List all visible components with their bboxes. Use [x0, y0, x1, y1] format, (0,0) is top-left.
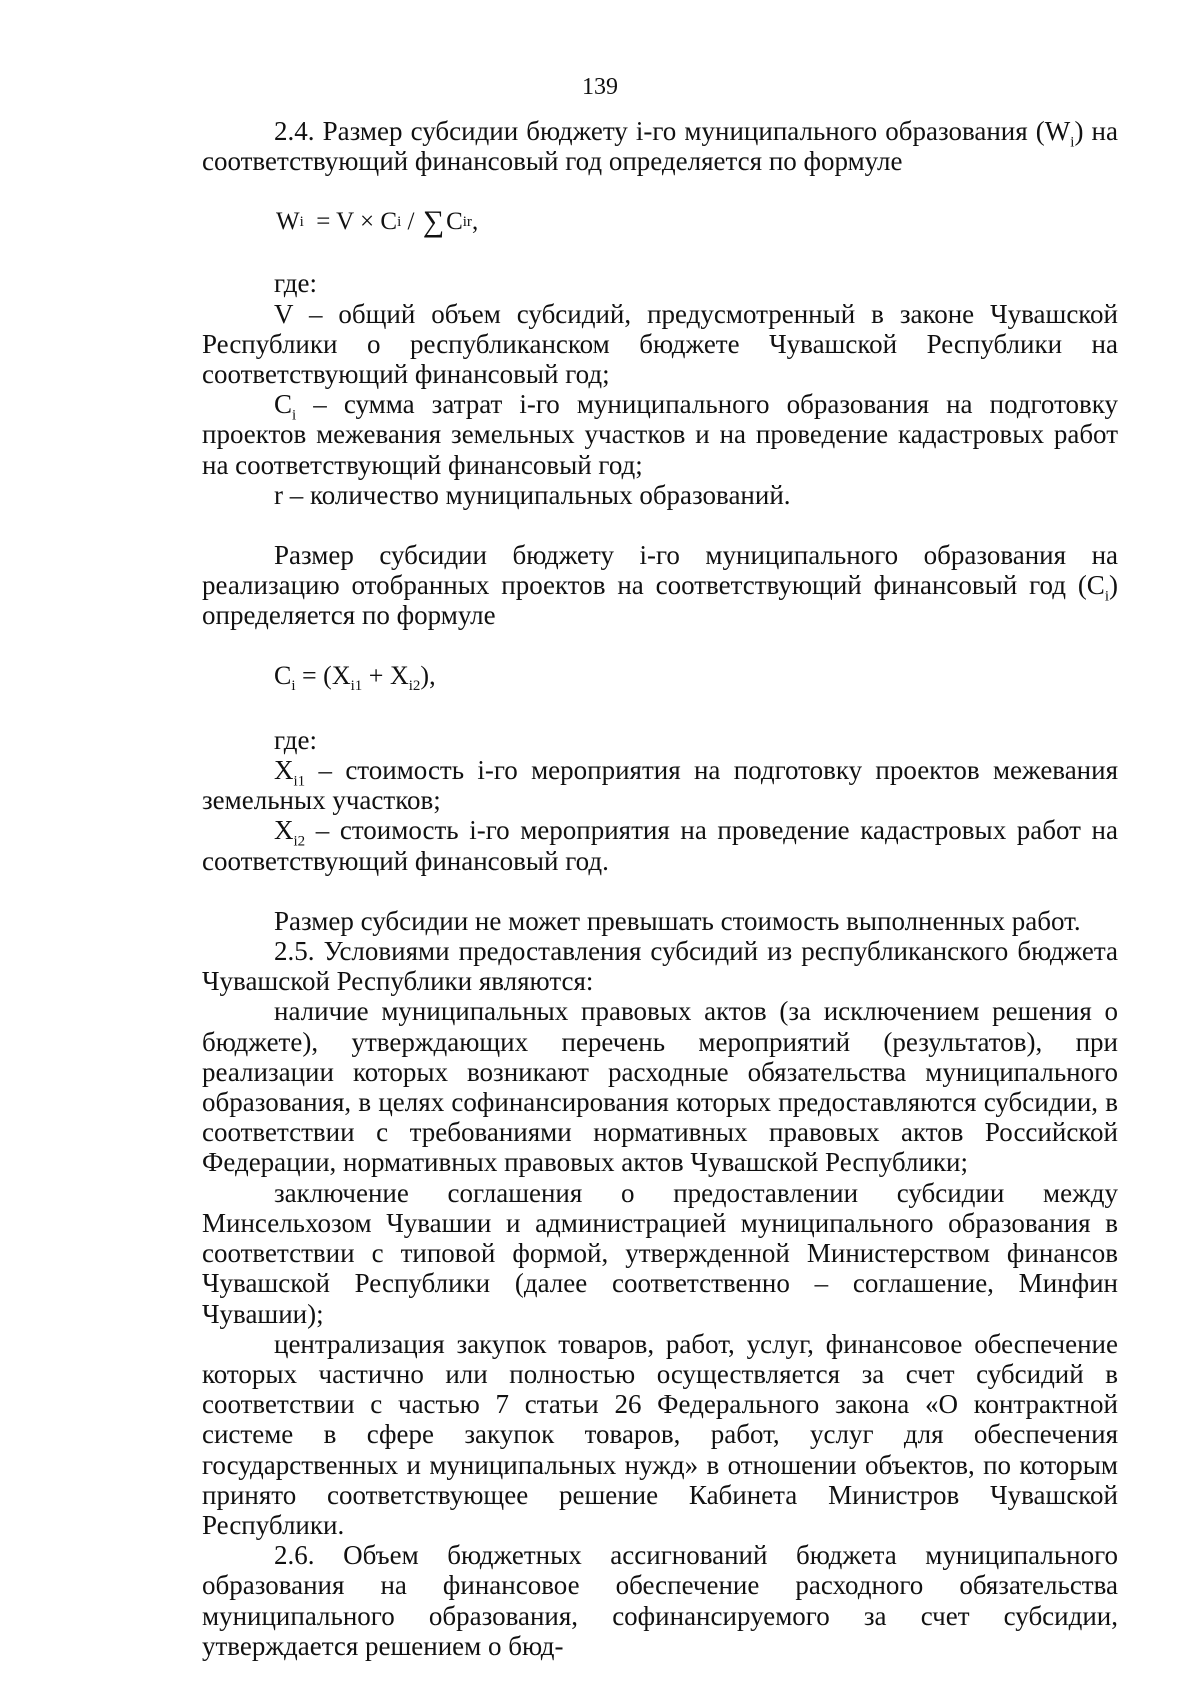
formula-w: W i = V × C i / ∑ C ir ,: [276, 205, 479, 239]
paragraph-2-5: 2.5. Условиями предоставления субсидий из республиканского бюджета Чувашской Республики являются:: [202, 936, 1118, 997]
paragraph-2-4: 2.4. Размер субсидии бюджету i-го муниципального образования $(W_i)$ на соответствующий финансовый год определяется по формуле: [202, 116, 1118, 177]
where-label-1: где:: [274, 268, 317, 299]
spacer: [202, 510, 1118, 540]
condition-1: наличие муниципальных правовых актов (за исключением решения о бюджете), утверждающих перечень мероприятий (результатов), при реализации которых возникают расходные обязательства муниципального образования, в целях софинансирования которых предоставляются субсидии, в соответствии с требованиями нормативных правовых актов Российской Федерации, нормативных правовых актов Чувашской Республики;: [202, 996, 1118, 1178]
condition-3: централизация закупок товаров, работ, услуг, финансовое обеспечение которых частично или полностью осуществляется за счет субсидий в соответствии с частью 7 статьи 26 Федерального закона «О контрактной системе в сфере закупок товаров, работ, услуг для обеспечения государственных и муниципальных нужд» в отношении объектов, по которым принято соответствующее решение Кабинета Министров Чувашской Республики.: [202, 1328, 1118, 1540]
paragraph-2-6: 2.6. Объем бюджетных ассигнований бюджета муниципального образования на финансовое обеспечение расходного обязательства муниципального образования, софинансируемого за счет субсидии, утверждается решением о бюд-: [202, 1540, 1118, 1661]
definition-r: r – количество муниципальных образований.: [274, 479, 791, 510]
spacer: [202, 876, 1118, 906]
definition-v: V – общий объем субсидий, предусмотренный в законе Чувашской Республики о республиканском бюджете Чувашской Республики на соответствующий финансовый год;: [202, 298, 1118, 390]
formula-c: $C_i = (X_{i1} + X_{i2})$,: [274, 660, 436, 694]
definition-c: $C_i$ – сумма затрат i-го муниципального образования на подготовку проектов межевания земельных участков и на проведение кадастровых работ на соответствующий финансовый год;: [202, 389, 1118, 480]
paragraph-subsidy-size: Размер субсидии бюджету i-го муниципального образования на реализацию отобранных проектов на соответствующий финансовый год $(C_i)$ определяется по формуле: [202, 540, 1118, 631]
definition-x1: $X_{i1}$ – стоимость i-го мероприятия на подготовку проектов межевания земельных участков;: [202, 755, 1118, 816]
definition-x2: $X_{i2}$ – стоимость i-го мероприятия на проведение кадастровых работ на соответствующий финансовый год.: [202, 815, 1118, 876]
where-label-2: где:: [274, 724, 317, 755]
condition-2: заключение соглашения о предоставлении субсидии между Минсельхозом Чувашии и администрацией муниципального образования в соответствии с типовой формой, утвержденной Министерством финансов Чувашской Республики (далее соответственно – соглашение, Минфин Чувашии);: [202, 1177, 1118, 1329]
document-body: [202, 116, 1118, 1661]
page-number: 139: [582, 74, 618, 100]
paragraph-limit: Размер субсидии не может превышать стоимость выполненных работ.: [274, 905, 1081, 936]
